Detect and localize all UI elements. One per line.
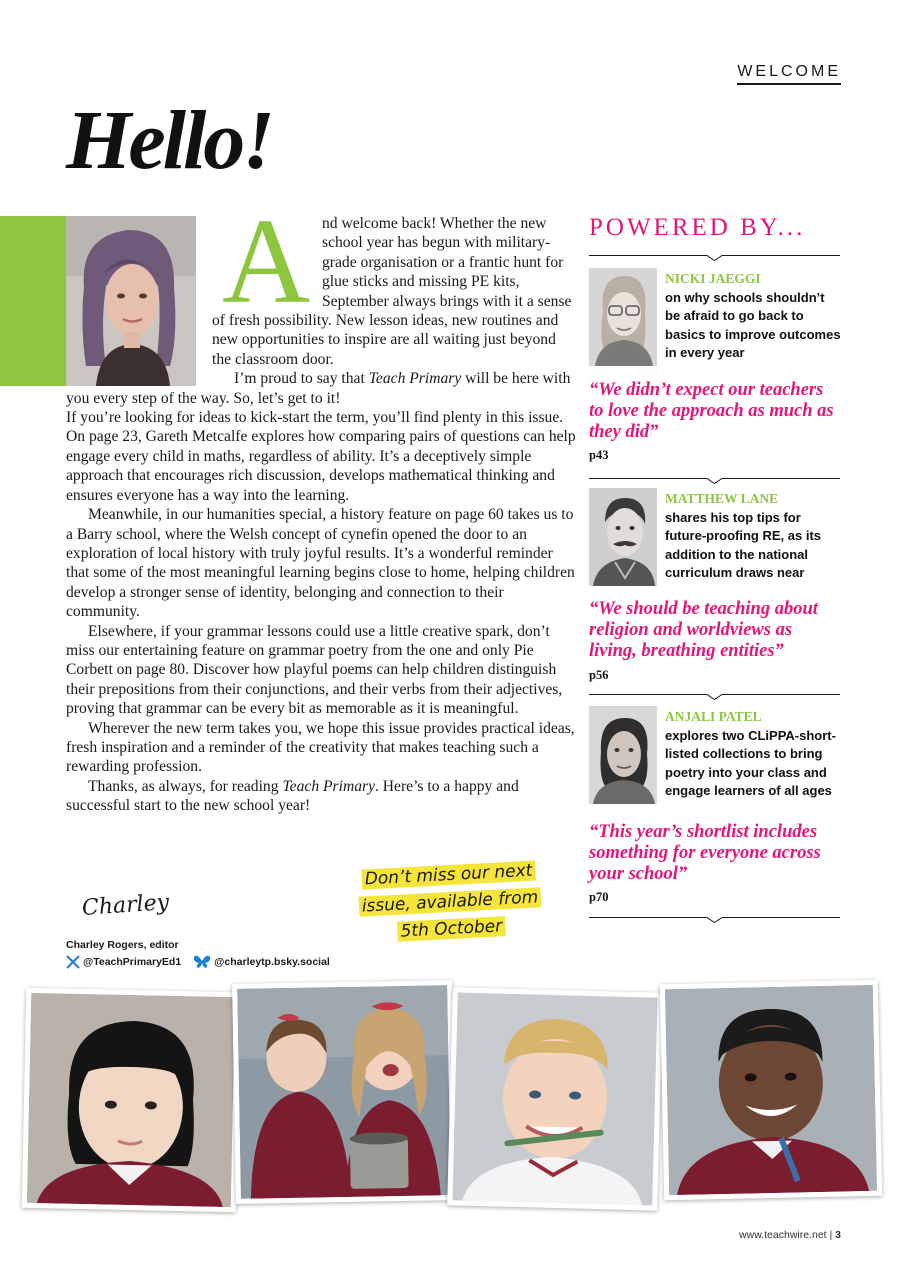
- contributor-photo: [589, 706, 657, 804]
- editor-signature: Charley: [81, 889, 170, 922]
- contributor-card: [589, 706, 841, 910]
- drop-cap: A: [221, 194, 311, 329]
- photo-spacer: [66, 214, 212, 386]
- child-photo: [447, 987, 663, 1210]
- note-line: issue, available from: [358, 887, 541, 917]
- footer-separator: |: [826, 1229, 836, 1241]
- article-text: I’m proud to say that: [234, 370, 369, 388]
- accent-bar: [0, 216, 66, 386]
- contributor-name: ANJALI PATEL: [665, 709, 762, 724]
- contributor-description: on why schools shouldn’t be afraid to go back to basics to improve outcomes in every year: [665, 290, 841, 360]
- child-photo: [660, 980, 882, 1201]
- magazine-title: Teach Primary: [368, 370, 462, 388]
- contributor-card: [589, 488, 841, 688]
- page-number: 3: [835, 1229, 841, 1241]
- page-reference: p70: [589, 890, 609, 904]
- contributor-description: explores two CLiPPA-short-listed collections to bring poetry into your class and engage learners of all ages: [665, 728, 836, 798]
- article-paragraph: Wherever the new term takes you, we hope this issue provides practical ideas, fresh inspiration and a reminder of the creativity that makes teaching such a rewarding profession.: [66, 719, 575, 776]
- contributor-card: [589, 268, 841, 468]
- bluesky-butterfly-icon: [193, 955, 211, 969]
- page-headline: Hello!: [66, 94, 272, 187]
- contributor-name: MATTHEW LANE: [665, 491, 779, 506]
- article-text: will be here with you every step of the way. So, let’s get to it!: [66, 370, 571, 407]
- section-label: WELCOME: [737, 63, 841, 85]
- footer-url[interactable]: www.teachwire.net: [739, 1229, 827, 1241]
- article-paragraph: Elsewhere, if your grammar lessons could use a little creative spark, don’t miss our entertaining feature on grammar poetry from the one and only Pie Corbett on page 80. Discover how playful poems can help children distinguish their prepositions from their conjunctions, and their verbs from their adjectives, proving that grammar can be every bit as memorable as it is meaningful.: [66, 622, 563, 718]
- divider-chevron: [589, 474, 840, 484]
- article-paragraph: [66, 777, 576, 816]
- article-paragraph: [66, 194, 576, 369]
- contributor-name: NICKI JAEGGI: [665, 271, 761, 286]
- divider-chevron: [589, 690, 840, 700]
- x-logo-icon: [66, 955, 80, 969]
- contributor-photo: [589, 268, 657, 366]
- magazine-title: Teach Primary: [282, 777, 375, 795]
- contributor-quote: “We should be teaching about religion and worldviews as living, breathing entities”: [589, 599, 818, 661]
- contributor-photo: [589, 488, 657, 586]
- note-line: 5th October: [397, 916, 506, 942]
- divider-chevron: [589, 251, 840, 261]
- article-paragraph-text: nd welcome back! Whether the new school year has begun with military-grade organisation or a frantic hunt for glue sticks and missing PE kits, September always brings with it a sense of fresh possibility. New lesson ideas, new routines and new opportunities to inspire are all waiting just beyond the classroom door.: [212, 215, 572, 368]
- page-reference: p56: [589, 668, 609, 682]
- contributor-quote: “We didn’t expect our teachers to love the approach as much as they did”: [589, 380, 834, 442]
- article-paragraph: Meanwhile, in our humanities special, a history feature on page 60 takes us to a Barry school, where the Welsh concept of cynefin opened the door to an exploration of local history with truly joyful results. It’s a wonderful reminder that some of the most meaningful learning begins close to home, helping children develop a stronger sense of identity, belonging and connection to their community.: [66, 506, 575, 621]
- article-text: . Here’s to a happy and successful start to the new school year!: [66, 777, 519, 815]
- page-reference: p43: [589, 448, 609, 462]
- x-handle[interactable]: @TeachPrimaryEd1: [83, 956, 182, 968]
- note-line: Don’t miss our next: [361, 861, 535, 890]
- powered-by-title: POWERED BY...: [589, 214, 806, 241]
- bluesky-handle[interactable]: @charleytp.bsky.social: [214, 956, 330, 968]
- social-handles: [66, 955, 330, 969]
- contributor-description: shares his top tips for future-proofing RE, as its addition to the national curriculum draws near: [665, 510, 821, 580]
- article-text: Thanks, as always, for reading: [88, 777, 283, 795]
- divider-chevron: [589, 913, 840, 923]
- next-issue-note: [338, 856, 562, 948]
- contributor-quote: “This year’s shortlist includes something for everyone across your school”: [589, 822, 821, 884]
- children-photo: [232, 980, 456, 1204]
- editorial-article: [66, 194, 576, 816]
- page-footer: [739, 1229, 841, 1241]
- child-photo: [22, 988, 241, 1212]
- editor-name: Charley Rogers, editor: [66, 939, 179, 951]
- article-paragraph: If you’re looking for ideas to kick-start the term, you’ll find plenty in this issue. On page 23, Gareth Metcalfe explores how comparing pairs of questions can help engage every child in maths, regardless of ability. It’s a deceptively simple approach that encourages rich discussion, develops mathematical thinking and ensures everyone has a way into the learning.: [66, 409, 576, 504]
